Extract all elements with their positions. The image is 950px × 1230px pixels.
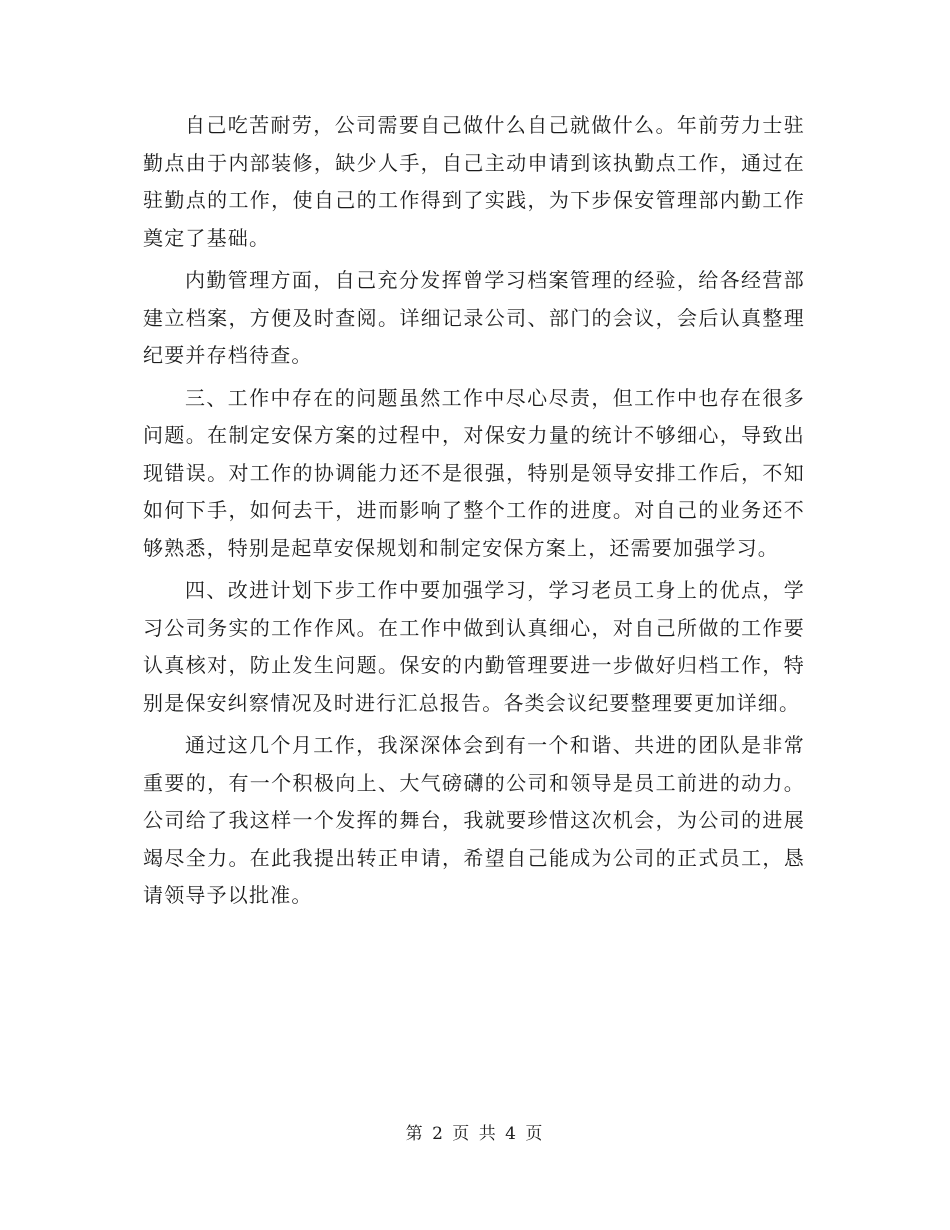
paragraph-2: 内勤管理方面，自己充分发挥曾学习档案管理的经验，给各经营部建立档案，方便及时查阅。详细记录公司、部门的会议，会后认真整理纪要并存档待查。 — [143, 268, 805, 367]
page-number-footer: 第 2 页 共 4 页 — [405, 1124, 545, 1144]
paragraph-4: 四、改进计划下步工作中要加强学习，学习老员工身上的优点，学习公司务实的工作作风。在工作中做到认真细心，对自己所做的工作要认真核对，防止发生问题。保安的内勤管理要进一步做好归档工作，特别是保安纠察情况及时进行汇总报告。各类会议纪要整理要更加详细。 — [143, 578, 805, 715]
paragraph-3: 三、工作中存在的问题虽然工作中尽心尽责，但工作中也存在很多问题。在制定安保方案的过程中，对保安力量的统计不够细心，导致出现错误。对工作的协调能力还不是很强，特别是领导安排工作后，不知如何下手，如何去干，进而影响了整个工作的进度。对自己的业务还不够熟悉，特别是起草安保规划和制定安保方案上，还需要加强学习。 — [143, 385, 805, 560]
document-body — [143, 107, 805, 920]
paragraph-5: 通过这几个月工作，我深深体会到有一个和谐、共进的团队是非常重要的，有一个积极向上、大气磅礴的公司和领导是员工前进的动力。公司给了我这样一个发挥的舞台，我就要珍惜这次机会，为公司的进展竭尽全力。在此我提出转正申请，希望自己能成为公司的正式员工，恳请领导予以批准。 — [143, 733, 805, 907]
paragraph-1: 自己吃苦耐劳，公司需要自己做什么自己就做什么。年前劳力士驻勤点由于内部装修，缺少人手，自己主动申请到该执勤点工作，通过在驻勤点的工作，使自己的工作得到了实践，为下步保安管理部内勤工作奠定了基础。 — [143, 113, 805, 250]
